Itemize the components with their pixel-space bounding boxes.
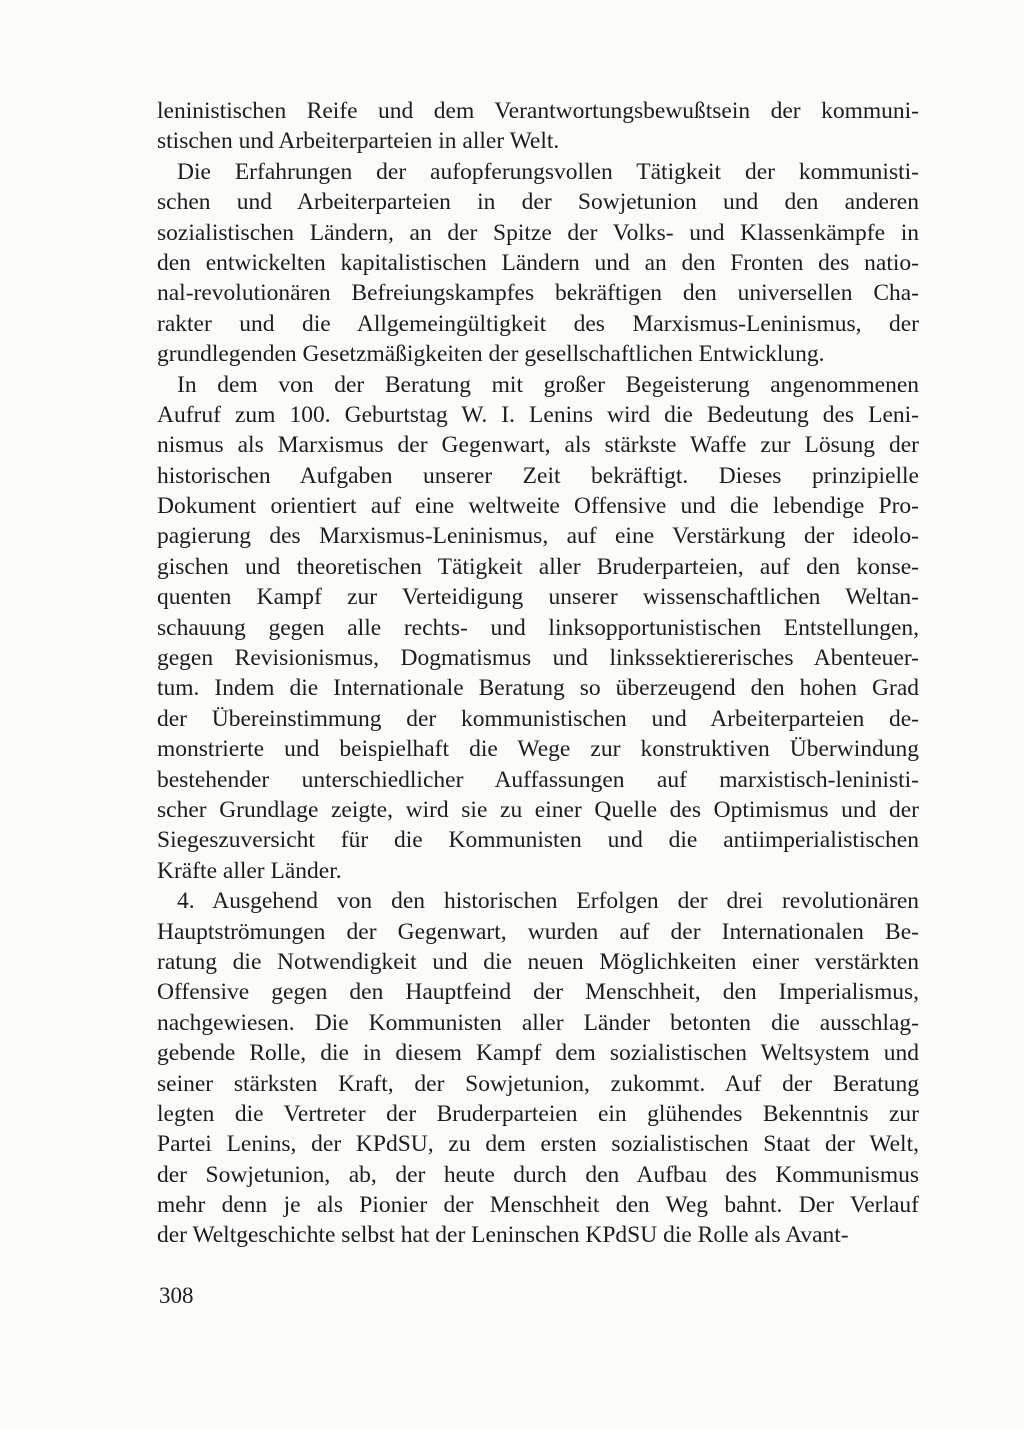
text-line: mehr denn je als Pionier der Menschheit den Weg bahnt. Der Verlauf: [157, 1192, 919, 1219]
paragraph: [157, 96, 919, 157]
text-line: seiner stärksten Kraft, der Sowjetunion, zukommt. Auf der Beratung: [157, 1070, 919, 1097]
text-line: pagierung des Marxismus-Leninismus, auf eine Verstärkung der ideolo-: [157, 523, 919, 550]
paragraph: [157, 157, 919, 370]
text-line: grundlegenden Gesetzmäßigkeiten der gesellschaftlichen Entwicklung.: [157, 341, 825, 368]
text-line: bestehender unterschiedlicher Auffassungen auf marxistisch-leninisti-: [157, 766, 919, 793]
text-line: 4. Ausgehend von den historischen Erfolgen der drei revolutionären: [177, 888, 919, 915]
text-line: gischen und theoretischen Tätigkeit aller Bruderparteien, auf den konse-: [157, 553, 919, 580]
text-line: Partei Lenins, der KPdSU, zu dem ersten sozialistischen Staat der Welt,: [157, 1131, 919, 1158]
text-line: Siegeszuversicht für die Kommunisten und die antiimperialistischen: [157, 827, 919, 854]
paragraph: [157, 886, 919, 1251]
text-line: Kräfte aller Länder.: [157, 857, 342, 884]
text-line: Offensive gegen den Hauptfeind der Menschheit, den Imperialismus,: [157, 979, 919, 1006]
text-line: Hauptströmungen der Gegenwart, wurden auf der Internationalen Be-: [157, 918, 919, 945]
text-line: scher Grundlage zeigte, wird sie zu einer Quelle des Optimismus und der: [157, 796, 919, 823]
text-line: der Weltgeschichte selbst hat der Leninschen KPdSU die Rolle als Avant-: [157, 1222, 849, 1249]
text-line: gegen Revisionismus, Dogmatismus und linkssektiererisches Abenteuer-: [157, 645, 919, 672]
text-line: ratung die Notwendigkeit und die neuen Möglichkeiten einer verstärkten: [157, 948, 919, 975]
text-line: nal-revolutionären Befreiungskampfes bekräftigen den universellen Cha-: [157, 280, 919, 307]
text-line: schauung gegen alle rechts- und linksopportunistischen Entstellungen,: [157, 614, 919, 641]
text-line: legten die Vertreter der Bruderparteien ein glühendes Bekenntnis zur: [157, 1100, 919, 1127]
text-line: nismus als Marxismus der Gegenwart, als stärkste Waffe zur Lösung der: [157, 432, 919, 459]
text-line: nachgewiesen. Die Kommunisten aller Länder betonten die ausschlag-: [157, 1009, 919, 1036]
page-number: 308: [159, 1283, 194, 1308]
text-line: quenten Kampf zur Verteidigung unserer wissenschaftlichen Weltan-: [157, 584, 919, 611]
body-text: [157, 96, 919, 1251]
text-line: Aufruf zum 100. Geburtstag W. I. Lenins wird die Bedeutung des Leni-: [157, 401, 919, 428]
text-line: leninistischen Reife und dem Verantwortungsbewußtsein der kommuni-: [157, 98, 919, 124]
text-line: monstrierte und beispielhaft die Wege zur konstruktiven Überwindung: [157, 736, 919, 763]
paragraph: [157, 370, 919, 887]
text-line: rakter und die Allgemeingültigkeit des Marxismus-Leninismus, der: [157, 310, 919, 337]
text-line: tum. Indem die Internationale Beratung so überzeugend den hohen Grad: [157, 675, 919, 702]
text-line: der Sowjetunion, ab, der heute durch den Aufbau des Kommunismus: [157, 1161, 919, 1188]
text-line: gebende Rolle, die in diesem Kampf dem sozialistischen Weltsystem und: [157, 1040, 919, 1067]
text-line: stischen und Arbeiterparteien in aller Welt.: [157, 128, 560, 155]
text-line: sozialistischen Ländern, an der Spitze der Volks- und Klassenkämpfe in: [157, 219, 919, 246]
text-line: In dem von der Beratung mit großer Begeisterung angenommenen: [177, 371, 919, 398]
text-line: schen und Arbeiterparteien in der Sowjetunion und den anderen: [157, 189, 919, 216]
text-line: der Übereinstimmung der kommunistischen und Arbeiterparteien de-: [157, 705, 919, 732]
text-line: den entwickelten kapitalistischen Ländern und an den Fronten des natio-: [157, 249, 919, 276]
text-line: Dokument orientiert auf eine weltweite Offensive und die lebendige Pro-: [157, 493, 919, 520]
text-line: Die Erfahrungen der aufopferungsvollen Tätigkeit der kommunisti-: [177, 158, 919, 185]
text-line: historischen Aufgaben unserer Zeit bekräftigt. Dieses prinzipielle: [157, 462, 919, 489]
